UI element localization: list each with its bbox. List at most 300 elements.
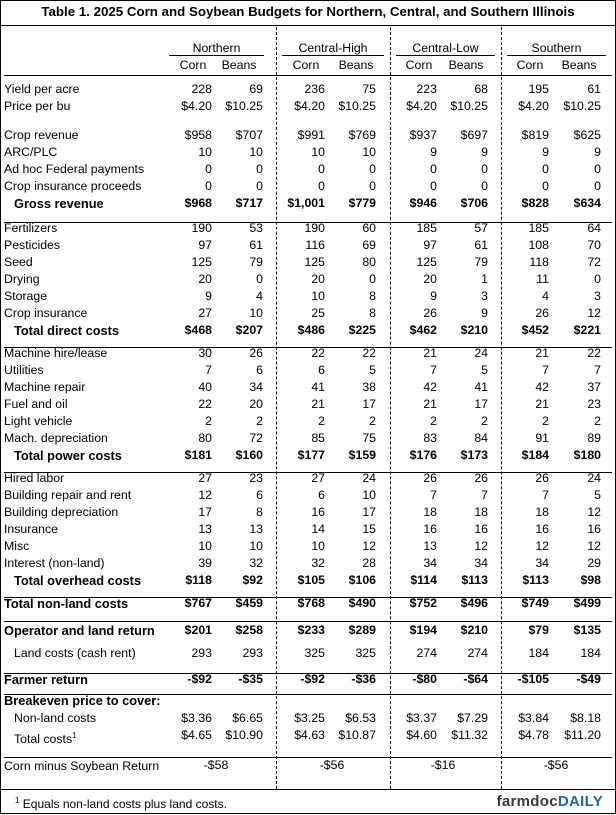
table-cell: 0 (205, 179, 212, 193)
table-cell: $113 (461, 573, 488, 587)
table-cell: $176 (409, 448, 437, 462)
region-underline (507, 55, 606, 56)
table-cell: $767 (184, 596, 212, 610)
table-cell: 223 (416, 82, 437, 96)
table-cell: $135 (573, 623, 601, 637)
table-cell: 2 (256, 414, 263, 428)
table-cell: $819 (521, 128, 549, 142)
table-cell: $10.25 (450, 99, 488, 113)
table-cell: 12 (587, 306, 601, 320)
row-label: Yield per acre (4, 82, 80, 96)
table-cell: 61 (474, 238, 488, 252)
table-cell: 17 (362, 397, 376, 411)
table-cell: 0 (369, 179, 376, 193)
row-divider (4, 673, 612, 674)
table-cell: 0 (430, 162, 437, 176)
table-row (1, 413, 615, 430)
table-cell: 75 (362, 431, 376, 445)
table-cell: 20 (249, 397, 263, 411)
table-cell: 7 (542, 488, 549, 502)
table-cell: 79 (249, 255, 263, 269)
table-cell: 26 (423, 306, 437, 320)
table-cell: $496 (460, 596, 488, 610)
table-cell: 32 (311, 556, 325, 570)
table-cell: $7.29 (457, 711, 488, 725)
table-row (1, 127, 615, 144)
table-row (1, 710, 615, 727)
table-cell: $991 (297, 128, 325, 142)
table-cell: 21 (423, 397, 437, 411)
row-label: Interest (non-land) (4, 556, 105, 570)
row-label: Price per bu (4, 99, 71, 113)
table-cell: 41 (474, 380, 488, 394)
table-cell: 12 (198, 488, 212, 502)
row-divider (4, 222, 612, 223)
row-divider (4, 75, 612, 76)
table-cell: 4 (542, 289, 549, 303)
table-cell: 0 (430, 179, 437, 193)
table-row (1, 555, 615, 572)
table-cell: 16 (474, 522, 488, 536)
table-cell: 79 (474, 255, 488, 269)
table-cell: $173 (460, 448, 488, 462)
crop-header: Corn (292, 58, 320, 72)
table-cell: $462 (409, 323, 437, 337)
table-cell: 3 (481, 289, 488, 303)
table-row (1, 396, 615, 413)
table-cell: $10.25 (338, 99, 376, 113)
table-cell: 7 (594, 363, 601, 377)
table-cell: 7 (430, 363, 437, 377)
table-cell: 8 (369, 306, 376, 320)
table-cell: $779 (348, 196, 376, 210)
table-cell: -$64 (463, 672, 488, 686)
table-cell: 195 (528, 82, 549, 96)
table-row (1, 98, 615, 115)
table-cell: 8 (369, 289, 376, 303)
table-cell: 2 (542, 414, 549, 428)
table-cell: $201 (184, 623, 212, 637)
table-cell: 293 (242, 646, 263, 660)
table-cell: -$80 (412, 672, 437, 686)
table-cell: 14 (311, 522, 325, 536)
table-cell: 21 (311, 397, 325, 411)
row-label: Total direct costs (14, 323, 120, 338)
table-row (1, 645, 615, 662)
table-cell: 60 (362, 221, 376, 235)
region-header-central-high: Central-High (298, 41, 368, 55)
table-cell: 34 (474, 556, 488, 570)
table-cell: 9 (430, 289, 437, 303)
row-label: Building repair and rent (4, 488, 132, 502)
table-cell: 26 (423, 471, 437, 485)
table-cell: 2 (430, 414, 437, 428)
table-cell: 9 (481, 306, 488, 320)
table-cell: 22 (311, 346, 325, 360)
table-cell: 190 (191, 221, 212, 235)
table-cell: 21 (423, 346, 437, 360)
table-cell: $828 (521, 196, 549, 210)
table-cell: 13 (423, 539, 437, 553)
table-cell: $4.20 (181, 99, 212, 113)
row-label: Total costs$^1$ (14, 731, 77, 747)
table-row (1, 161, 615, 178)
table-row (1, 538, 615, 555)
table-cell: $92 (242, 573, 263, 587)
row-label: Non-land costs (14, 711, 97, 725)
table-row (1, 305, 615, 322)
table-cell: 12 (535, 539, 549, 553)
table-cell: $106 (348, 573, 376, 587)
table-cell: $258 (235, 623, 263, 637)
table-cell: 23 (587, 397, 601, 411)
table-cell: -$105 (517, 672, 549, 686)
row-label: Utilities (4, 363, 44, 377)
table-cell: 41 (311, 380, 325, 394)
table-cell: 16 (535, 522, 549, 536)
table-cell: 23 (249, 471, 263, 485)
region-header-southern: Southern (531, 41, 582, 55)
row-label: Operator and land return (4, 623, 155, 638)
table-cell: $10.25 (563, 99, 601, 113)
table-cell: 0 (369, 272, 376, 286)
row-divider (4, 347, 612, 348)
table-cell: 16 (311, 505, 325, 519)
table-cell: 2 (318, 414, 325, 428)
table-cell: 6 (256, 488, 263, 502)
footnote (15, 796, 227, 811)
row-label: Crop insurance (4, 306, 88, 320)
table-cell: $221 (573, 323, 601, 337)
table-cell: 9 (205, 289, 212, 303)
table-cell: 3 (594, 289, 601, 303)
table-cell: 7 (542, 363, 549, 377)
table-cell: $968 (184, 196, 212, 210)
table-cell: $207 (235, 323, 263, 337)
crop-header: Beans (561, 58, 597, 72)
row-label: Machine repair (4, 380, 86, 394)
row-label: ARC/PLC (4, 145, 58, 159)
table-cell: 2 (205, 414, 212, 428)
table-cell: 10 (311, 539, 325, 553)
table-cell: $10.25 (225, 99, 263, 113)
farmdoc-daily-logo: farmdocDAILY (496, 793, 603, 810)
table-cell: 24 (587, 471, 601, 485)
table-cell: 85 (311, 431, 325, 445)
table-cell: 0 (594, 162, 601, 176)
table-cell: 228 (191, 82, 212, 96)
table-cell: $177 (297, 448, 325, 462)
footnote-text: Equals non-land costs plus land costs. (22, 797, 227, 811)
row-label: Insurance (4, 522, 59, 536)
table-cell: 61 (587, 82, 601, 96)
table-row (1, 487, 615, 504)
footer (1, 789, 615, 815)
table-cell: 32 (249, 556, 263, 570)
row-label: Misc (4, 539, 30, 553)
table-cell: $79 (528, 623, 549, 637)
region-header-northern: Northern (192, 41, 241, 55)
table-cell: 10 (362, 145, 376, 159)
table-cell: 37 (587, 380, 601, 394)
row-label: Mach. depreciation (4, 431, 108, 445)
table-cell: 325 (355, 646, 376, 660)
table-cell: 68 (474, 82, 488, 96)
table-cell: $958 (184, 128, 212, 142)
table-cell: 1 (481, 272, 488, 286)
table-cell: $11.20 (564, 728, 601, 742)
table-cell: 0 (594, 272, 601, 286)
table-cell: 91 (535, 431, 549, 445)
table-cell: 27 (198, 471, 212, 485)
table-cell: $3.25 (294, 711, 325, 725)
table-cell: $768 (297, 596, 325, 610)
table-cell: 42 (535, 380, 549, 394)
table-cell: $105 (297, 573, 325, 587)
table-cell: $11.32 (451, 728, 488, 742)
table-cell: $486 (297, 323, 325, 337)
crop-header: Beans (338, 58, 374, 72)
table-cell: $752 (409, 596, 437, 610)
table-cell: 28 (362, 556, 376, 570)
table-cell: 274 (467, 646, 488, 660)
row-label: Building depreciation (4, 505, 119, 519)
table-cell: 10 (311, 145, 325, 159)
table-cell: 10 (198, 539, 212, 553)
table-cell: 29 (587, 556, 601, 570)
crop-header: Corn (405, 58, 433, 72)
row-label: Crop revenue (4, 128, 79, 142)
table-cell: 17 (474, 397, 488, 411)
table-cell: 72 (587, 255, 601, 269)
row-label: Machine hire/lease (4, 346, 108, 360)
table-cell: $180 (573, 448, 601, 462)
table-cell: 9 (542, 145, 549, 159)
table-cell: $4.60 (406, 728, 437, 742)
table-cell: $707 (235, 128, 263, 142)
table-row (1, 81, 615, 98)
table-cell: $159 (348, 448, 376, 462)
table-cell: 18 (423, 505, 437, 519)
table-cell: 125 (304, 255, 325, 269)
table-cell: $459 (235, 596, 263, 610)
table-cell: 0 (481, 179, 488, 193)
crop-header: Beans (221, 58, 257, 72)
table-row (1, 622, 615, 639)
table-cell: 0 (256, 272, 263, 286)
table-cell: -$92 (187, 672, 212, 686)
row-divider (4, 472, 612, 473)
row-label: Pesticides (4, 238, 61, 252)
table-cell: 8 (256, 505, 263, 519)
table-cell: 190 (304, 221, 325, 235)
table-cell: $490 (348, 596, 376, 610)
crop-header: Corn (516, 58, 544, 72)
table-cell: 5 (481, 363, 488, 377)
table-cell: 42 (423, 380, 437, 394)
table-cell: 0 (256, 162, 263, 176)
table-cell: $181 (184, 448, 212, 462)
table-cell: 0 (594, 179, 601, 193)
table-cell: 274 (416, 646, 437, 660)
table-cell: 26 (535, 471, 549, 485)
table-cell: $452 (521, 323, 549, 337)
row-label: Hired labor (4, 471, 65, 485)
table-cell: $8.18 (570, 711, 601, 725)
table-cell: 20 (423, 272, 437, 286)
table-cell: 64 (587, 221, 601, 235)
row-label: Ad hoc Federal payments (4, 162, 145, 176)
table-cell: 57 (474, 221, 488, 235)
table-cell: 293 (191, 646, 212, 660)
table-cell: 26 (249, 346, 263, 360)
table-cell: $3.36 (181, 711, 212, 725)
table-cell: $717 (235, 196, 263, 210)
table-cell: 12 (587, 505, 601, 519)
row-label: Breakeven price to cover: (4, 693, 161, 708)
row-divider (4, 597, 612, 598)
table-cell: $6.65 (232, 711, 263, 725)
table-cell: 5 (369, 363, 376, 377)
table-row (1, 322, 615, 339)
row-label: Total non-land costs (4, 596, 129, 611)
table-cell: $634 (573, 196, 601, 210)
table-cell: 83 (423, 431, 437, 445)
table-cell: 184 (580, 646, 601, 660)
table-cell: $1,001 (287, 196, 325, 210)
table-title: Table 1. 2025 Corn and Soybean Budgets for Northern, Central, and Southern Illinois (1, 1, 615, 26)
table-cell: 6 (318, 363, 325, 377)
table-cell: 10 (311, 289, 325, 303)
table-cell: $98 (580, 573, 601, 587)
table-cell: $4.78 (518, 728, 549, 742)
table-cell: 38 (362, 380, 376, 394)
table-cell: $118 (185, 573, 212, 587)
table-cell: 72 (249, 431, 263, 445)
corn-minus-soybean-value: -$58 (203, 758, 229, 772)
table-cell: $210 (460, 323, 488, 337)
table-cell: $4.20 (518, 99, 549, 113)
table-cell: 12 (587, 539, 601, 553)
table-cell: 9 (594, 145, 601, 159)
table-row (1, 379, 615, 396)
row-label: Light vehicle (4, 414, 73, 428)
row-divider (4, 621, 612, 622)
table-cell: 10 (249, 306, 263, 320)
table-cell: $946 (409, 196, 437, 210)
table-cell: 0 (205, 162, 212, 176)
table-cell: 5 (594, 488, 601, 502)
table-cell: 13 (249, 522, 263, 536)
table-cell: 10 (362, 488, 376, 502)
table-cell: 7 (481, 488, 488, 502)
row-label: Storage (4, 289, 48, 303)
table-row (1, 271, 615, 288)
table-cell: 15 (362, 522, 376, 536)
region-underline (169, 55, 264, 56)
table-cell: 185 (528, 221, 549, 235)
table-cell: $625 (573, 128, 601, 142)
table-cell: 0 (481, 162, 488, 176)
table-cell: 27 (311, 471, 325, 485)
table-cell: 118 (529, 255, 549, 269)
table-cell: $468 (184, 323, 212, 337)
table-cell: 69 (249, 82, 263, 96)
row-label: Fertilizers (4, 221, 58, 235)
table-cell: 7 (205, 363, 212, 377)
table-cell: $499 (573, 596, 601, 610)
table-cell: 0 (369, 162, 376, 176)
table-cell: $697 (460, 128, 488, 142)
table-cell: 40 (198, 380, 212, 394)
table-row (1, 362, 615, 379)
table-cell: 22 (198, 397, 212, 411)
table-cell: $225 (348, 323, 376, 337)
table-cell: 27 (198, 306, 212, 320)
table-row (1, 572, 615, 589)
table-cell: 236 (304, 82, 325, 96)
corn-minus-soybean-value: -$56 (319, 758, 345, 772)
table-cell: 185 (416, 221, 437, 235)
table-cell: 184 (528, 646, 549, 660)
table-cell: $233 (297, 623, 325, 637)
table-cell: 2 (594, 414, 601, 428)
table-cell: 18 (535, 505, 549, 519)
row-label: Crop insurance proceeds (4, 179, 142, 193)
table-cell: $289 (348, 623, 376, 637)
table-cell: 34 (249, 380, 263, 394)
table-cell: 11 (536, 272, 549, 286)
row-label: Seed (4, 255, 33, 269)
table-cell: $194 (409, 623, 437, 637)
row-label: Corn minus Soybean Return (4, 759, 160, 773)
table-cell: 0 (318, 179, 325, 193)
table-row (1, 727, 615, 747)
table-row (1, 195, 615, 212)
footnote-marker: 1 (15, 796, 20, 805)
table-cell: 20 (311, 272, 325, 286)
table-cell: $4.63 (294, 728, 325, 742)
footnote-marker: 1 (72, 731, 77, 740)
table-cell: 125 (416, 255, 437, 269)
table-cell: 80 (362, 255, 376, 269)
table-cell: 10 (198, 145, 212, 159)
table-cell: 84 (474, 431, 488, 445)
table-cell: 125 (191, 255, 212, 269)
table-row (1, 504, 615, 521)
table-cell: 12 (474, 539, 488, 553)
table-cell: 2 (481, 414, 488, 428)
table-cell: $937 (409, 128, 437, 142)
table-cell: 53 (249, 221, 263, 235)
region-underline (396, 55, 495, 56)
row-label: Drying (4, 272, 40, 286)
table-cell: -$92 (300, 672, 325, 686)
table-cell: $4.20 (294, 99, 325, 113)
table-cell: 0 (256, 179, 263, 193)
table-cell: 16 (587, 522, 601, 536)
row-label: Total power costs (14, 448, 122, 463)
table-cell: 18 (474, 505, 488, 519)
table-cell: $3.84 (518, 711, 549, 725)
table-cell: 9 (481, 145, 488, 159)
crop-header: Beans (448, 58, 484, 72)
table-row (1, 430, 615, 447)
table-cell: 0 (542, 179, 549, 193)
table-cell: 6 (256, 363, 263, 377)
table-cell: 325 (304, 646, 325, 660)
table-cell: 21 (535, 346, 549, 360)
